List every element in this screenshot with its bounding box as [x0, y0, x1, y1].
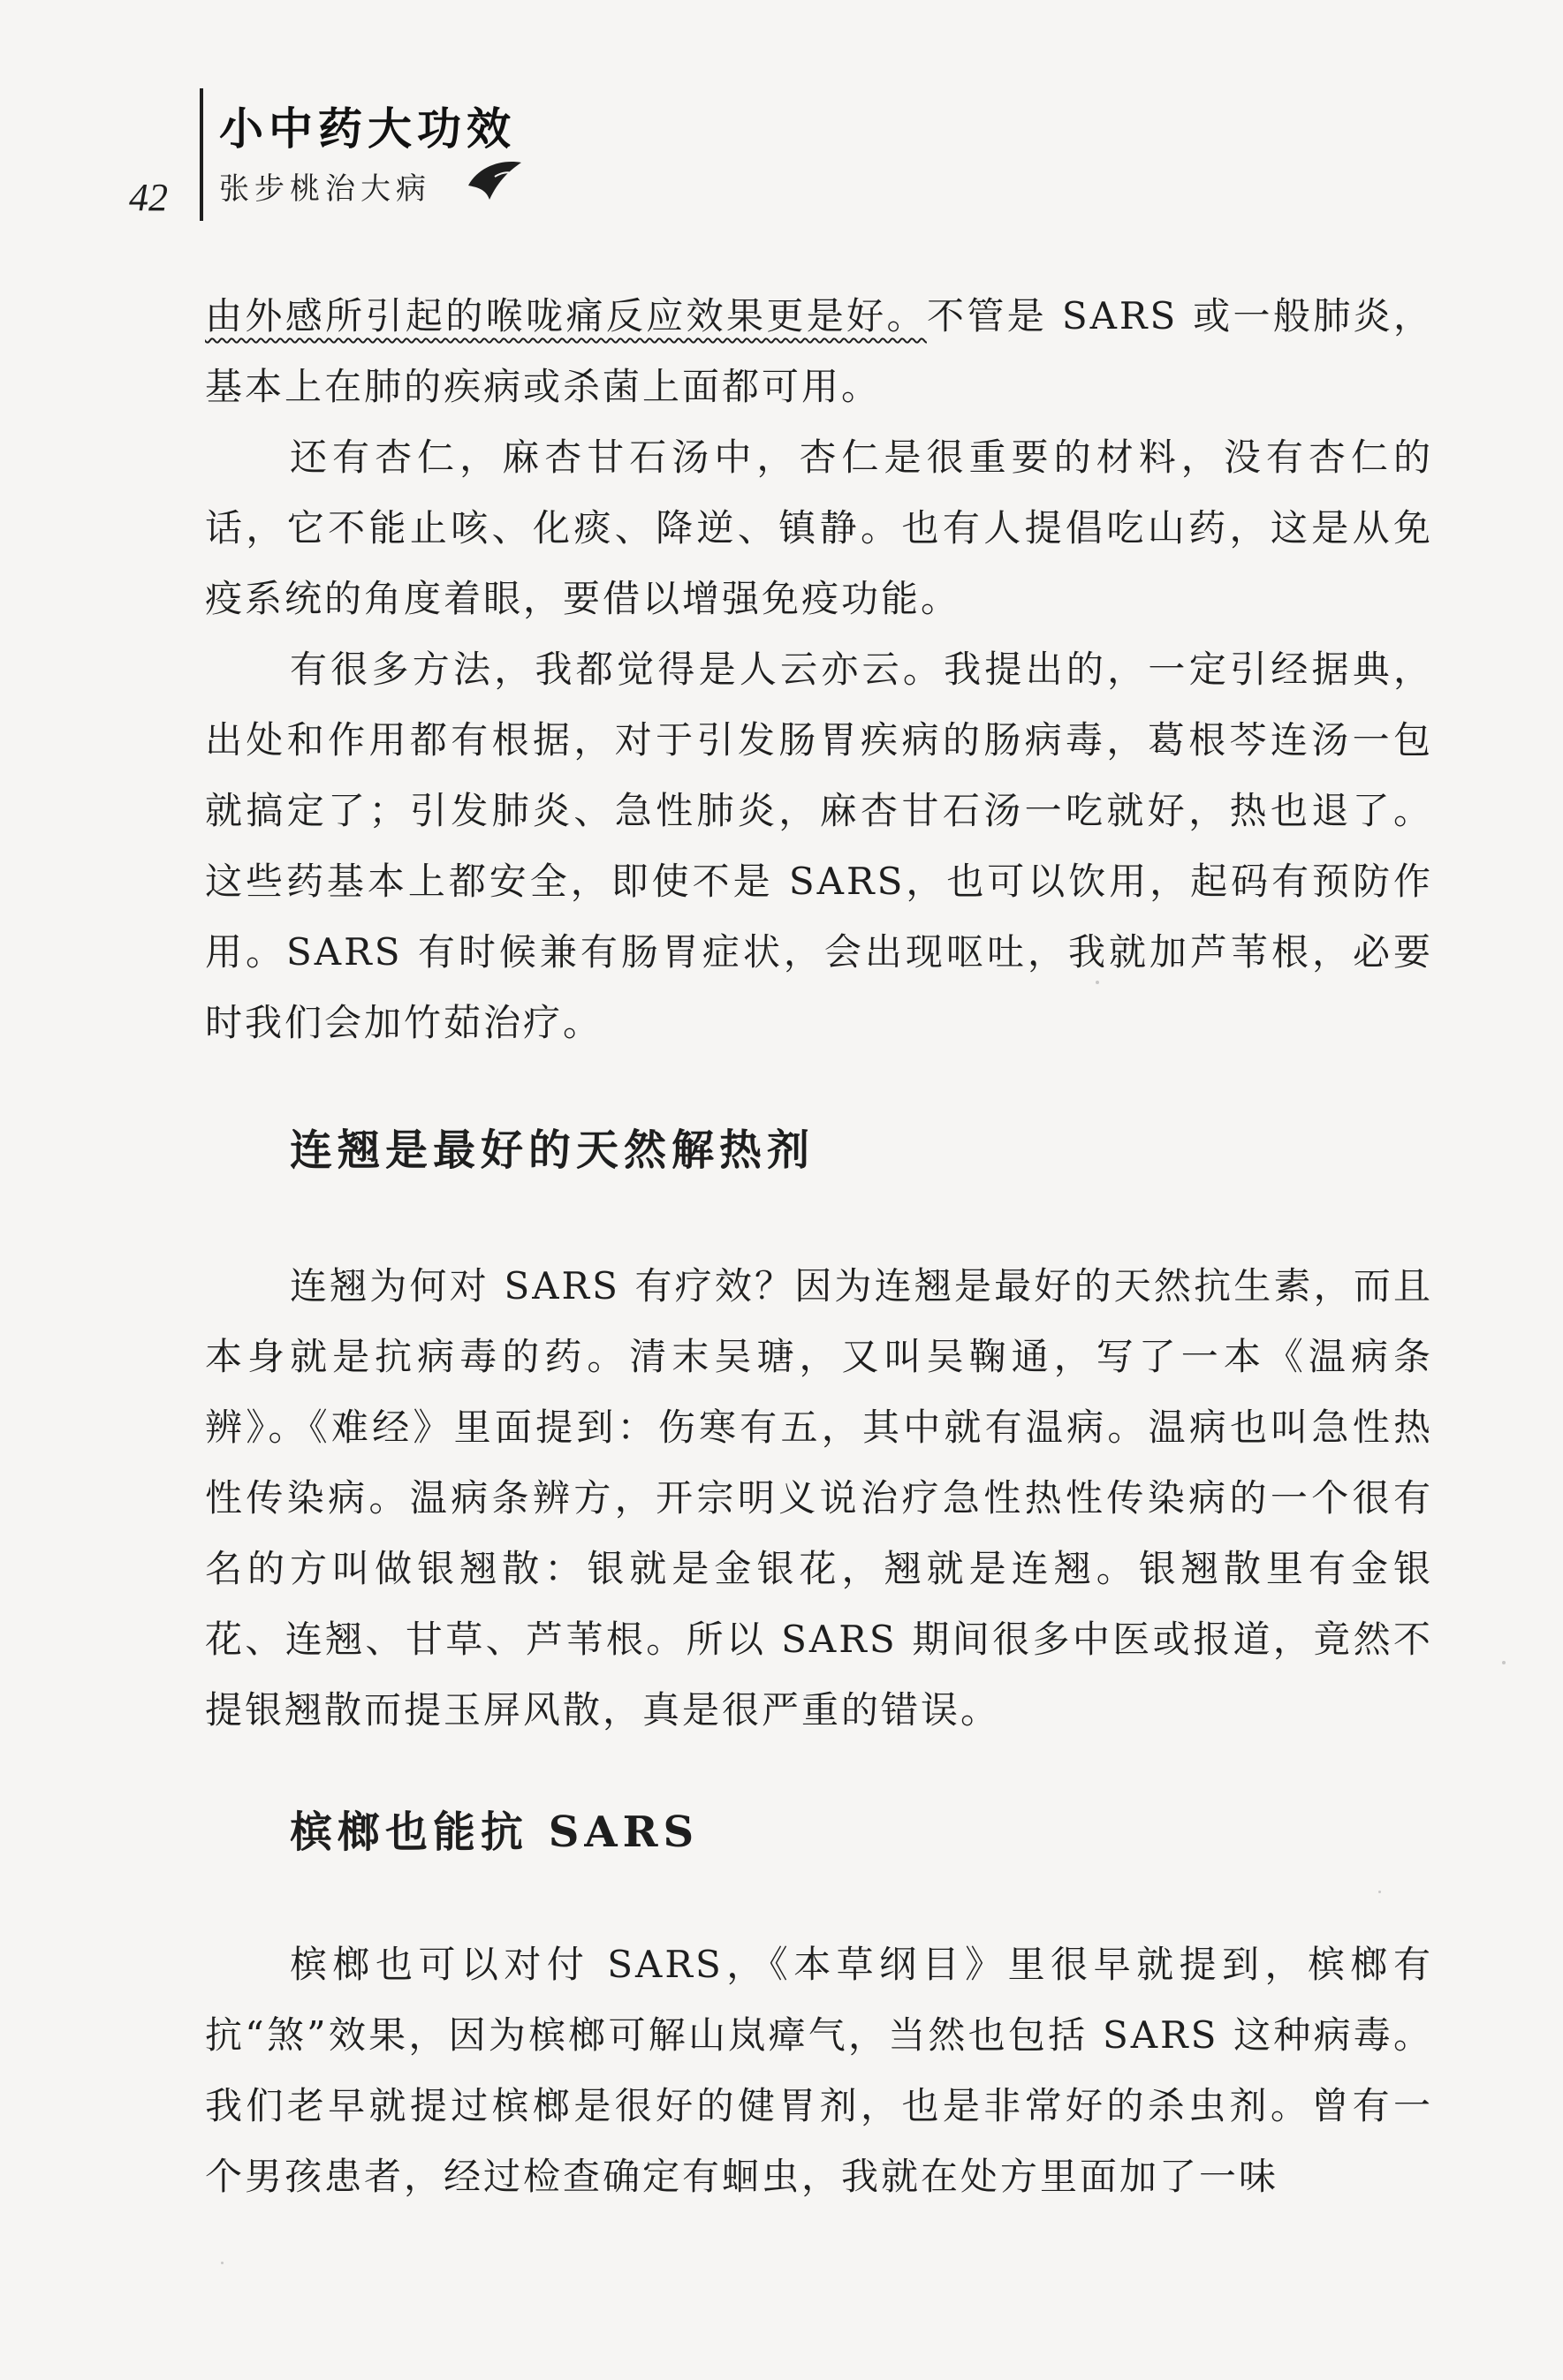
book-title: 小中药大功效 [219, 102, 516, 155]
header-divider [200, 88, 203, 221]
wavy-underlined-text: 由外感所引起的喉咙痛反应效果更是好。 [205, 294, 927, 337]
paragraph-4: 连翘为何对 SARS 有疗效？因为连翘是最好的天然抗生素，而且本身就是抗病毒的药。清末吴瑭，又叫吴鞠通，写了一本《温病条辨》。《难经》里面提到：伤寒有五，其中就有温病。温病也叫急性热性传染病。温病条辨方，开宗明义说治疗急性热性传染病的一个很有名的方叫做银翘散：银就是金银花，翘就是连翘。银翘散里有金银花、连翘、甘草、芦苇根。所以 SARS 期间很多中医或报道，竟然不提银翘散而提玉屏风散，真是很严重的错误。 [205, 1264, 1433, 1732]
scan-speck [1502, 1661, 1506, 1664]
scan-speck [221, 2262, 224, 2264]
scan-speck [1096, 981, 1099, 984]
paragraph-5: 槟榔也可以对付 SARS，《本草纲目》里很早就提到，槟榔有抗“煞”效果，因为槟榔可解山岚瘴气，当然也包括 SARS 这种病毒。我们老早就提过槟榔是很好的健胃剂，也是非常好的杀虫剂。曾有一个男孩患者，经过检查确定有蛔虫，我就在处方里面加了一味 [205, 1943, 1433, 2198]
page-body [205, 281, 1433, 2212]
brush-stroke-icon [459, 150, 530, 212]
paragraph-3: 有很多方法，我都觉得是人云亦云。我提出的，一定引经据典，出处和作用都有根据，对于引发肠胃疾病的肠病毒，葛根芩连汤一包就搞定了；引发肺炎、急性肺炎，麻杏甘石汤一吃就好，热也退了。这些药基本上都安全，即使不是 SARS，也可以饮用，起码有预防作用。SARS 有时候兼有肠胃症状，会出现呕吐，我就加芦苇根，必要时我们会加竹茹治疗。 [205, 648, 1433, 1044]
paragraph-2: 还有杏仁，麻杏甘石汤中，杏仁是很重要的材料，没有杏仁的话，它不能止咳、化痰、降逆、镇静。也有人提倡吃山药，这是从免疫系统的角度着眼，要借以增强免疫功能。 [205, 436, 1433, 620]
section-heading-forsythia: 连翘是最好的天然解热剂 [290, 1126, 816, 1175]
section-heading-betel-nut: 槟榔也能抗 SARS [290, 1808, 700, 1857]
paragraph-1 [205, 281, 1433, 422]
book-subtitle: 张步桃治大病 [219, 171, 431, 207]
running-header [124, 88, 565, 230]
scan-speck [1378, 1891, 1381, 1893]
page-number: 42 [129, 176, 168, 219]
paragraph-1-text: 不管是 SARS 或一般肺炎，基本上在肺的疾病或杀菌上面都可用。 [205, 294, 1433, 408]
